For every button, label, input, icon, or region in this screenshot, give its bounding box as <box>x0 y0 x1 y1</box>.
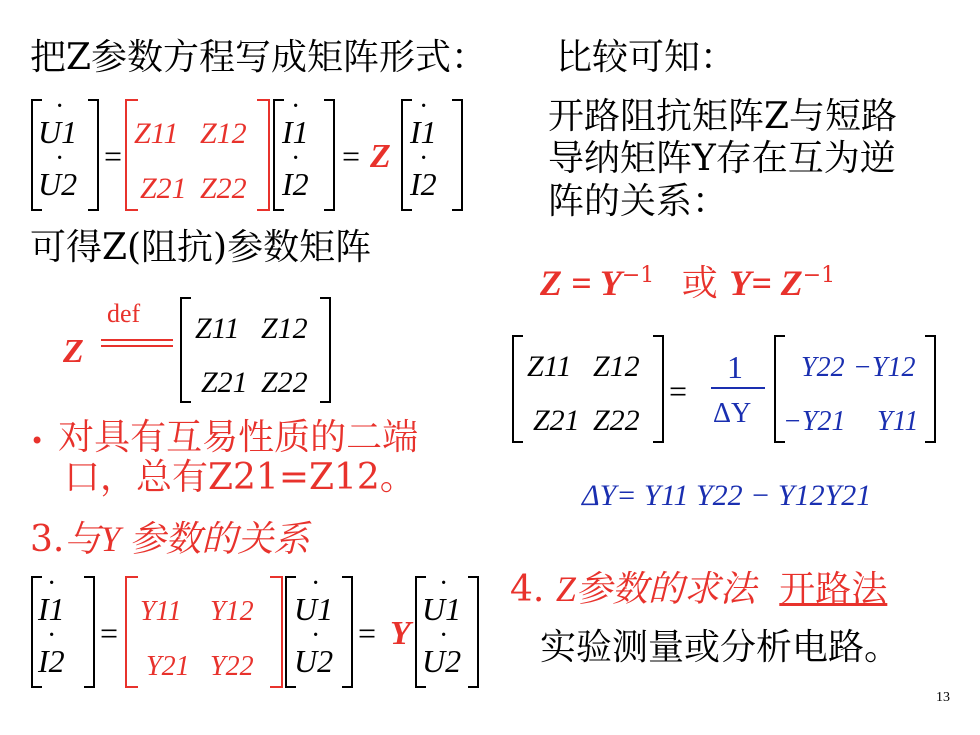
z-equation <box>20 95 480 215</box>
y11-inv: Y11 <box>877 406 919 437</box>
equals-1: = <box>104 138 123 174</box>
u1-symbol: U1 <box>38 114 78 150</box>
dot-i2-y: · <box>47 620 57 651</box>
neg-y12-inv: −Y12 <box>853 352 916 383</box>
section-3-title: 3.与Y 参数的关系 <box>30 519 310 560</box>
z22-def: Z22 <box>261 366 308 399</box>
z11-inv: Z11 <box>527 350 572 383</box>
y11-entry: Y11 <box>140 596 182 627</box>
i2-y: I2 <box>38 643 65 679</box>
y22-entry: Y22 <box>210 651 254 682</box>
dot-u1-y-b: · <box>439 572 449 599</box>
z21-inv: Z21 <box>533 404 580 437</box>
z-definition <box>55 292 345 404</box>
equals-inv: = <box>669 373 688 409</box>
z-def-symbol: Z <box>63 333 84 370</box>
y21-entry: Y21 <box>146 651 190 682</box>
z11-def: Z11 <box>195 312 240 345</box>
right-paragraph: 开路阻抗矩阵Z与短路 导纳矩阵Y存在互为逆 阵的关系： <box>548 96 898 222</box>
inverse-relation: $Z = Y^{-1}$ 或 $Y= Z^{-1}$ <box>540 263 836 304</box>
y12-entry: Y12 <box>210 596 254 627</box>
z21-entry: Z21 <box>140 172 187 205</box>
i1-symbol-b: I1 <box>410 114 437 150</box>
equals-y1: = <box>100 615 119 651</box>
def-label: def <box>107 299 141 328</box>
i2-symbol-b: I2 <box>410 166 437 202</box>
dot-i1-y: · <box>47 572 57 599</box>
page-number: 13 <box>936 690 950 705</box>
y-bold-symbol: Y <box>390 615 411 652</box>
left-heading: 把Z参数方程写成矩阵形式： <box>30 37 488 78</box>
u2-symbol: U2 <box>38 166 78 202</box>
z-bold-symbol: Z <box>370 138 391 175</box>
equals-y2: = <box>358 615 377 651</box>
neg-y21-inv: −Y21 <box>783 406 846 437</box>
dot-u1: · <box>55 95 65 122</box>
one-numerator: 1 <box>727 349 743 385</box>
delta-y-denominator: ΔY <box>713 398 752 429</box>
dot-u2: · <box>55 143 65 174</box>
y22-inv: Y22 <box>801 352 845 383</box>
dot-i1: · <box>291 95 301 122</box>
section-4-description: 实验测量或分析电路。 <box>540 627 901 668</box>
z12-inv: Z12 <box>593 350 640 383</box>
right-heading: 比较可知： <box>556 37 737 78</box>
dot-u2-y: · <box>311 620 321 651</box>
u1-y-b: U1 <box>422 591 462 627</box>
dot-i2: · <box>291 143 301 174</box>
u2-y: U2 <box>294 643 334 679</box>
z12-entry: Z12 <box>200 117 247 150</box>
reciprocal-bullet: • 对具有互易性质的二端 口，总有Z21=Z12。 <box>30 417 419 499</box>
z22-inv: Z22 <box>593 404 640 437</box>
z12-def: Z12 <box>261 312 308 345</box>
delta-y-equation: ΔY= Y11 Y22 − Y12Y21 <box>582 479 872 512</box>
y-equation <box>20 572 480 692</box>
dot-i2-b: · <box>419 143 429 174</box>
zparam-label: 可得Z(阻抗)参数矩阵 <box>30 227 372 268</box>
i2-symbol: I2 <box>282 166 309 202</box>
z-inverse-equation <box>505 330 960 450</box>
i1-symbol: I1 <box>282 114 309 150</box>
u1-y: U1 <box>294 591 334 627</box>
i1-y: I1 <box>38 591 65 627</box>
u2-y-b: U2 <box>422 643 462 679</box>
z22-entry: Z22 <box>200 172 247 205</box>
dot-u2-y-b: · <box>439 620 449 651</box>
z21-def: Z21 <box>201 366 248 399</box>
equals-2: = <box>342 138 361 174</box>
dot-i1-b: · <box>419 95 429 122</box>
dot-u1-y: · <box>311 572 321 599</box>
z11-entry: Z11 <box>134 117 179 150</box>
section-4-title: 4. Z参数的求法 开路法 <box>510 569 888 610</box>
